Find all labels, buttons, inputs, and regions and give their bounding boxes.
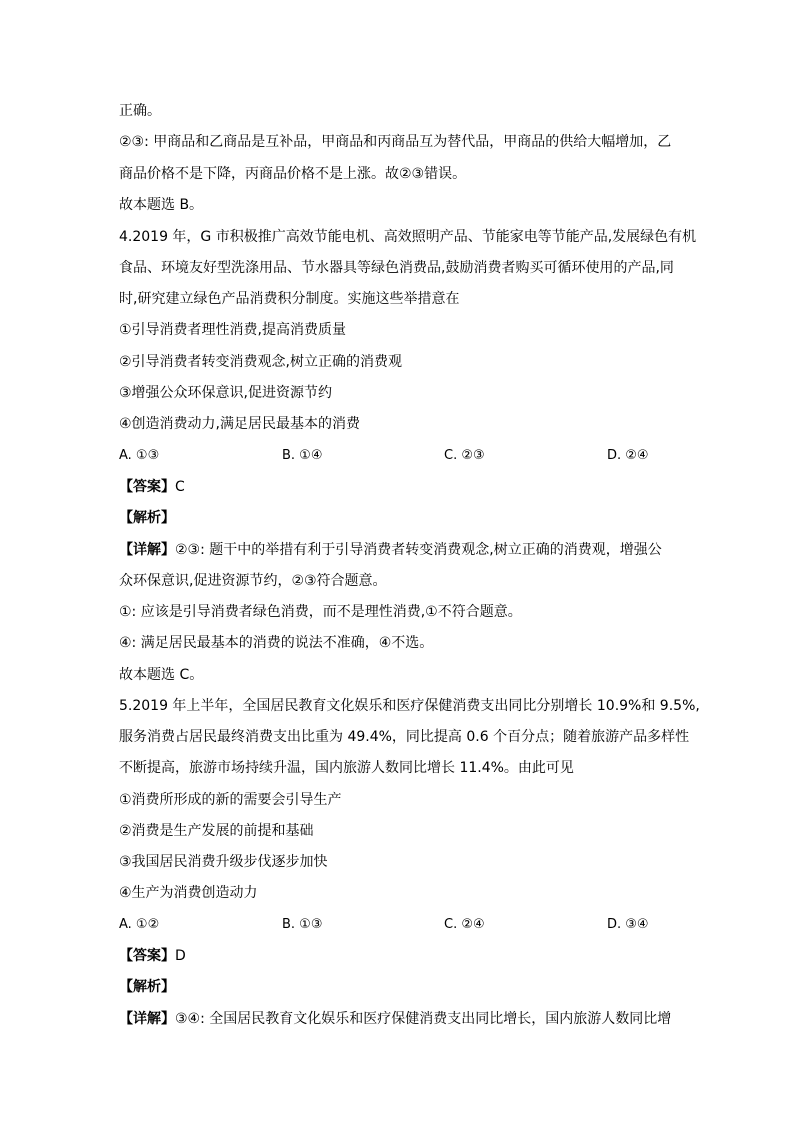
option-b: B. ①③ — [282, 917, 323, 932]
detail-tag: 【详解】 — [119, 542, 175, 558]
answer-value: D — [175, 948, 186, 964]
text-line: 商品价格不是下降，丙商品价格不是上涨。故②③错误。 — [119, 166, 467, 182]
option-c: C. ②④ — [444, 917, 485, 932]
detail-tag: 【详解】 — [119, 1011, 175, 1027]
answer-value: C — [175, 479, 185, 495]
option-a: A. ①② — [119, 917, 160, 932]
detail-text: ②③: 题干中的举措有利于引导消费者转变消费观念,树立正确的消费观，增强公 — [175, 542, 662, 558]
question-5-stem: 服务消费占居民最终消费支出比重为 49.4%，同比提高 0.6 个百分点；随着旅游产品多样性 — [119, 729, 690, 745]
question-4-detail: ①: 应该是引导消费者绿色消费，而不是理性消费,①不符合题意。 — [119, 604, 522, 620]
question-5-options — [119, 915, 679, 935]
question-5-stem: 5.2019 年上半年，全国居民教育文化娱乐和医疗保健消费支出同比分别增长 10.9%和 9.5%, — [119, 698, 700, 714]
text-line: ②③: 甲商品和乙商品是互补品，甲商品和丙商品互为替代品，甲商品的供给大幅增加，乙 — [119, 134, 672, 150]
detail-text: ③④: 全国居民教育文化娱乐和医疗保健消费支出同比增长，国内旅游人数同比增 — [175, 1011, 672, 1027]
option-a: A. ①③ — [119, 448, 160, 463]
option-d: D. ③④ — [607, 917, 649, 932]
text-line: 正确。 — [119, 103, 161, 119]
question-4-options — [119, 446, 679, 466]
answer-tag: 【答案】 — [119, 948, 175, 964]
question-5-answer — [119, 946, 679, 966]
question-4-detail — [119, 540, 679, 560]
question-5-statement-4: ④生产为消费创造动力 — [119, 885, 258, 901]
question-4-statement-2: ②引导消费者转变消费观念,树立正确的消费观 — [119, 354, 402, 370]
question-4-stem: 4.2019 年，G 市积极推广高效节能电机、高效照明产品、节能家电等节能产品,发展绿色有机 — [119, 229, 697, 245]
answer-tag: 【答案】 — [119, 479, 175, 495]
option-b: B. ①④ — [282, 448, 323, 463]
question-4-analysis-tag: 【解析】 — [119, 510, 175, 526]
question-5-statement-1: ①消费所形成的新的需要会引导生产 — [119, 792, 342, 808]
question-5-statement-2: ②消费是生产发展的前提和基础 — [119, 823, 314, 839]
question-5-statement-3: ③我国居民消费升级步伐逐步加快 — [119, 854, 328, 870]
question-5-stem: 不断提高，旅游市场持续升温，国内旅游人数同比增长 11.4%。由此可见 — [119, 760, 574, 776]
question-4-stem: 食品、环境友好型洗涤用品、节水器具等绿色消费品,鼓励消费者购买可循环使用的产品,同 — [119, 260, 674, 276]
question-5-detail — [119, 1009, 679, 1029]
question-4-detail: ④: 满足居民最基本的消费的说法不准确，④不选。 — [119, 635, 434, 651]
question-4-statement-4: ④创造消费动力,满足居民最基本的消费 — [119, 416, 360, 432]
question-4-statement-3: ③增强公众环保意识,促进资源节约 — [119, 385, 333, 401]
question-4-answer — [119, 477, 679, 497]
question-5-analysis-tag: 【解析】 — [119, 979, 175, 995]
question-4-detail: 众环保意识,促进资源节约，②③符合题意。 — [119, 573, 387, 589]
text-line: 故本题选 B。 — [119, 197, 204, 213]
question-4-detail: 故本题选 C。 — [119, 667, 204, 683]
question-4-stem: 时,研究建立绿色产品消费积分制度。实施这些举措意在 — [119, 291, 460, 307]
option-d: D. ②④ — [607, 448, 649, 463]
option-c: C. ②③ — [444, 448, 485, 463]
question-4-statement-1: ①引导消费者理性消费,提高消费质量 — [119, 322, 347, 338]
